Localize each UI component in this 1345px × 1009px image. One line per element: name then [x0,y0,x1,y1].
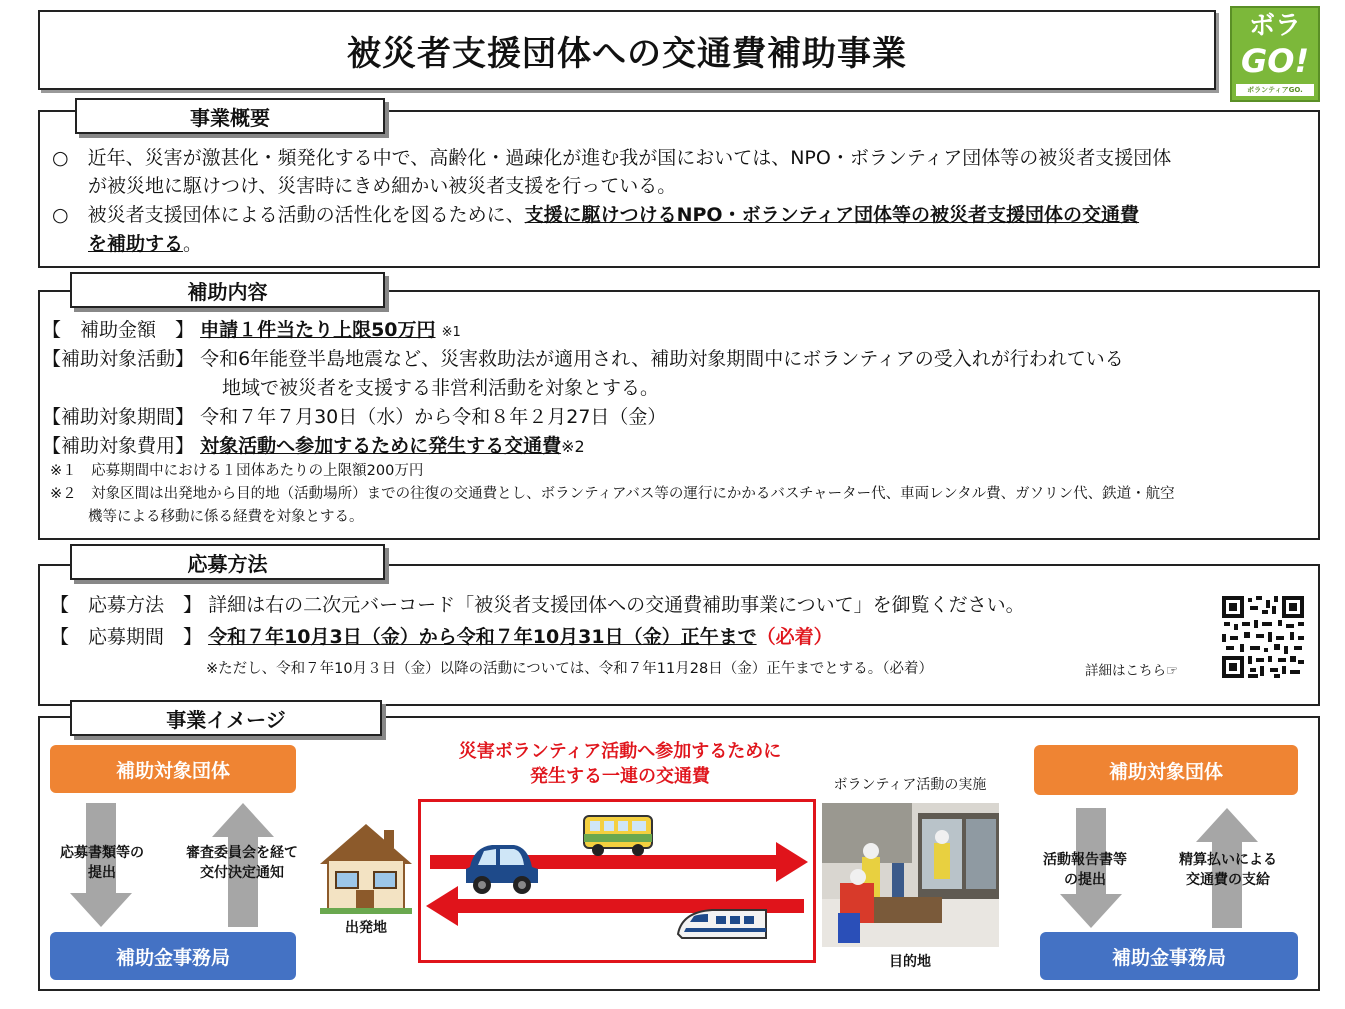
left-up-label: 審査委員会を経て 交付決定通知 [186,845,298,881]
destination-label: 目的地 [889,954,931,970]
apply-heading: 応募方法 [70,544,385,580]
center-title-line1: 災害ボランティア活動へ参加するために [458,741,782,762]
house-icon [318,820,414,916]
car-icon [462,837,542,895]
overview-p1-line1: ○ 近年、災害が激甚化・頻発化する中で、高齢化・過疎化が進む我が国においては、NPO・ボランティア団体等の被災者支援団体 [52,147,1172,169]
activity-label: 【補助対象活動】 [42,348,195,370]
amount-row [42,316,461,347]
left-subsidy-org: 補助対象団体 [50,745,296,793]
right-down-label: 活動報告書等 の提出 [1043,852,1127,888]
overview-p2-lead: ○ 被災者支援団体による活動の活性化を図るために、 [52,204,525,226]
content-note1: ※１ 応募期間中における１団体あたりの上限額200万円 [50,463,424,479]
apply-method-row [50,591,1025,620]
period-row [42,403,666,432]
overview-heading: 事業概要 [75,98,385,134]
apply-method-value: 詳細は右の二次元バーコード「被災者支援団体への交通費補助事業について」を御覧ください。 [208,594,1025,616]
right-subsidy-office: 補助金事務局 [1040,932,1298,980]
left-subsidy-office: 補助金事務局 [50,932,296,980]
amount-note: ※1 [441,325,461,340]
overview-p1-line2: が被災地に駆けつけ、災害時にきめ細かい被災者支援を行っている。 [88,175,677,197]
overview-p2-bold2: を補助する [88,233,184,255]
center-title-line2: 発生する一連の交通費 [530,766,710,787]
activity-row [42,345,1124,374]
right-up-label: 精算払いによる 交通費の支給 [1179,852,1277,888]
logo-text-top: ボラ [1248,11,1301,41]
apply-period-value: 令和７年10月3日（金）から令和７年10月31日（金）正午まで [208,626,757,648]
overview-p2-bold: 支援に駆けつけるNPO・ボランティア団体等の被災者支援団体の交通費 [524,204,1140,226]
logo-text-bottom: ボランティアGO. [1236,84,1314,96]
bullet-train-icon [676,902,770,944]
period-label: 【補助対象期間】 [42,406,195,428]
volunteer-photo [822,803,999,947]
cost-label: 【補助対象費用】 [42,435,195,457]
apply-period-label: 【 応募期間 】 [50,626,203,648]
amount-label: 【 補助金額 】 [42,319,195,341]
apply-method-label: 【 応募方法 】 [50,594,203,616]
apply-note: ※ただし、令和７年10月３日（金）以降の活動については、令和７年11月28日（金）正午までとする。（必着） [206,661,933,677]
bus-icon [582,812,654,858]
overview-p2-line1 [52,201,1139,230]
content-note2-line1: ※２ 対象区間は出発地から目的地（活動場所）までの往復の交通費とし、ボランティアバス等の運行にかかるバスチャーター代、車両レンタル費、ガソリン代、鉄道・航空 [50,486,1175,502]
cost-note: ※2 [561,437,585,456]
amount-value: 申請１件当たり上限50万円 [200,319,436,341]
content-note2-line2: 機等による移動に係る経費を対象とする。 [88,509,364,525]
activity-line2: 地域で被災者を支援する非営利活動を対象とする。 [222,377,660,399]
period-value: 令和７年７月30日（水）から令和８年２月27日（金） [200,406,667,428]
content-heading: 補助内容 [70,272,385,308]
logo-text-mid: GO! [1240,42,1310,80]
qr-code-icon[interactable] [1222,596,1304,678]
overview-p2-line2 [88,230,202,259]
overview-p2-end: 。 [183,233,203,255]
page-title: 被災者支援団体への交通費補助事業 [347,33,907,74]
activity-caption: ボランティア活動の実施 [833,777,987,793]
right-subsidy-org: 補助対象団体 [1034,745,1298,795]
apply-period-must: （必着） [756,626,833,648]
departure-label: 出発地 [345,920,387,936]
left-down-label: 応募書類等の 提出 [60,845,144,881]
activity-line1: 令和6年能登半島地震など、災害救助法が適用され、補助対象期間中にボランティアの受入れが行われている [200,348,1124,370]
cost-row [42,432,585,461]
apply-period-row [50,623,833,652]
qr-caption[interactable]: 詳細はこちら☞ [1085,663,1179,679]
image-heading: 事業イメージ [70,700,382,736]
cost-value: 対象活動へ参加するために発生する交通費 [200,435,562,457]
